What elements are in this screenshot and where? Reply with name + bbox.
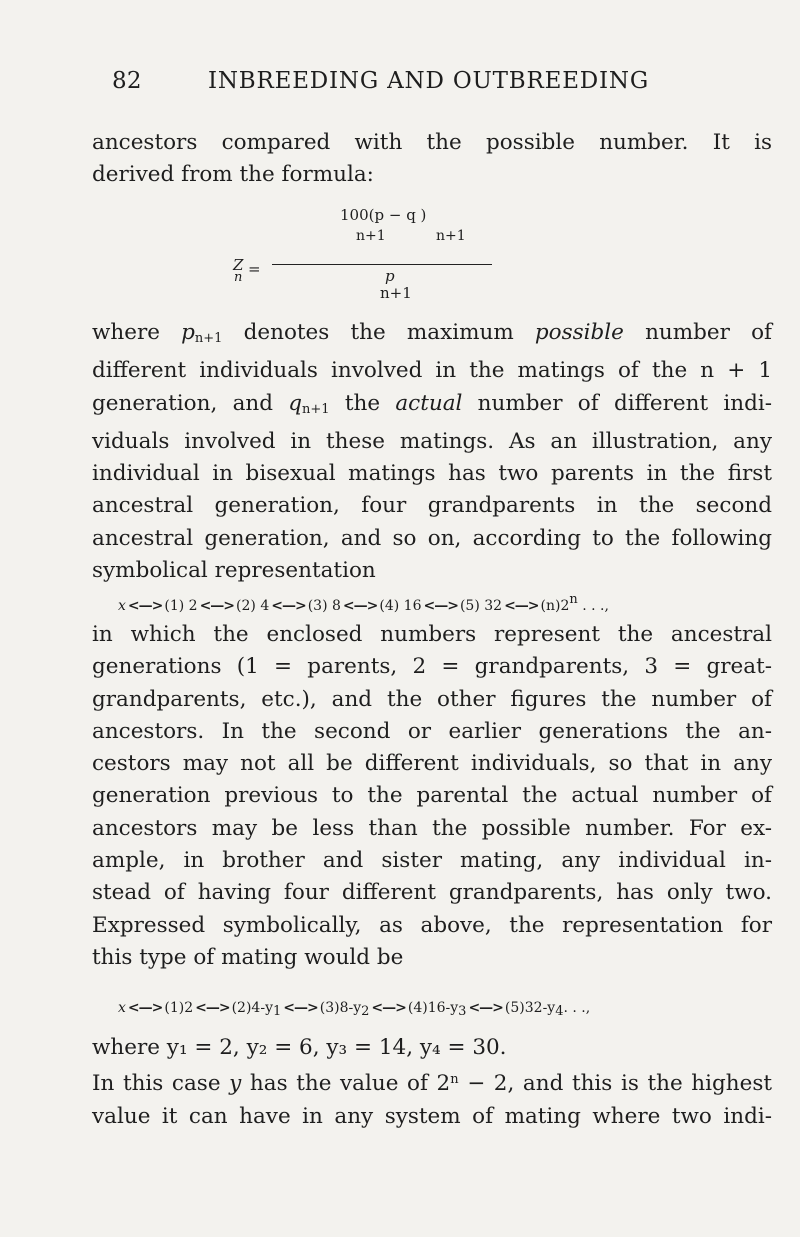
paragraph-explanation [92, 619, 772, 974]
paragraph-definition [92, 317, 772, 587]
text-line: generations (1 = parents, 2 = grandparents, 3 = great- [92, 654, 772, 680]
text-line: derived from the formula: [92, 162, 374, 188]
sequence-possible: x <—> (1) 2 <—> (2) 4 <—> (3) 8 <—> (4) 16 <—> (5) 32 <—> (n)2n . . ., [118, 592, 609, 614]
sequence-brother-sister: x <—> (1)2 <—> (2)4-y1 <—> (3)8-y2 <—> (4)16-y3 <—> (5)32-y4. . ., [118, 1000, 591, 1019]
page-number: 82 [112, 68, 142, 94]
text-line: ancestors may be less than the possible number. For ex- [92, 815, 772, 841]
double-arrow-icon: <—> [283, 1000, 318, 1016]
paragraph-intro [92, 127, 772, 192]
formula-equals: = [248, 260, 261, 278]
double-arrow-icon: <—> [127, 598, 163, 614]
text-line: where $p_{n+1}$ denotes the maximum possible number of [92, 320, 773, 346]
double-arrow-icon: <—> [423, 598, 458, 614]
text-line: this type of mating would be [92, 944, 404, 970]
formula-sub-right: n+1 [436, 228, 466, 244]
double-arrow-icon: <—> [127, 1000, 163, 1016]
text-line: individual in bisexual matings has two parents in the first [92, 461, 772, 487]
text-line: stead of having four different grandparents, has only two. [92, 880, 772, 906]
formula-z: Z [233, 256, 244, 274]
text-line: ancestors. In the second or earlier generations the an- [92, 718, 772, 744]
formula-numerator: 100(p − q ) [340, 206, 427, 224]
text-line: different individuals involved in the matings of the n + 1 [92, 358, 772, 384]
text-line: grandparents, etc.), and the other figures the number of [92, 686, 772, 712]
text-line: value it can have in any system of mating where two indi- [92, 1103, 772, 1129]
formula-denominator-sub: n+1 [380, 284, 412, 302]
text-line: generation, and $q_{n+1}$ the actual number of different indi- [92, 390, 773, 417]
text-line: ancestral generation, and so on, according to the following [92, 525, 772, 551]
text-line: Expressed symbolically, as above, the representation for [92, 912, 772, 938]
formula [230, 202, 530, 312]
text-line: In this case y has the value of $2^n - 2$, and this is the highest [92, 1071, 772, 1097]
double-arrow-icon: <—> [195, 1000, 230, 1016]
text-line: cestors may not all be different individuals, so that in any [92, 751, 772, 777]
running-title: INBREEDING AND OUTBREEDING [208, 68, 650, 94]
double-arrow-icon: <—> [342, 598, 378, 614]
double-arrow-icon: <—> [199, 598, 235, 614]
text-line: ancestral generation, four grandparents in the second [92, 493, 772, 519]
formula-sub-left: n+1 [356, 228, 386, 244]
paragraph-conclusion [92, 1032, 772, 1133]
double-arrow-icon: <—> [371, 1000, 406, 1016]
text-line: in which the enclosed numbers represent the ancestral [92, 622, 772, 647]
text-line: where y₁ = 2, y₂ = 6, y₃ = 14, y₄ = 30. [92, 1035, 507, 1060]
double-arrow-icon: <—> [271, 598, 306, 614]
double-arrow-icon: <—> [504, 598, 539, 614]
text-line: ancestors compared with the possible number. It is [92, 130, 772, 155]
text-line: ample, in brother and sister mating, any individual in- [92, 848, 772, 874]
text-line: symbolical representation [92, 558, 376, 584]
formula-denominator-p: p [385, 267, 395, 285]
text-line: generation previous to the parental the actual number of [92, 783, 772, 809]
double-arrow-icon: <—> [468, 1000, 503, 1016]
text-line: viduals involved in these matings. As an illustration, any [92, 428, 772, 454]
fraction-bar [272, 264, 492, 265]
formula-n: n [234, 270, 243, 285]
